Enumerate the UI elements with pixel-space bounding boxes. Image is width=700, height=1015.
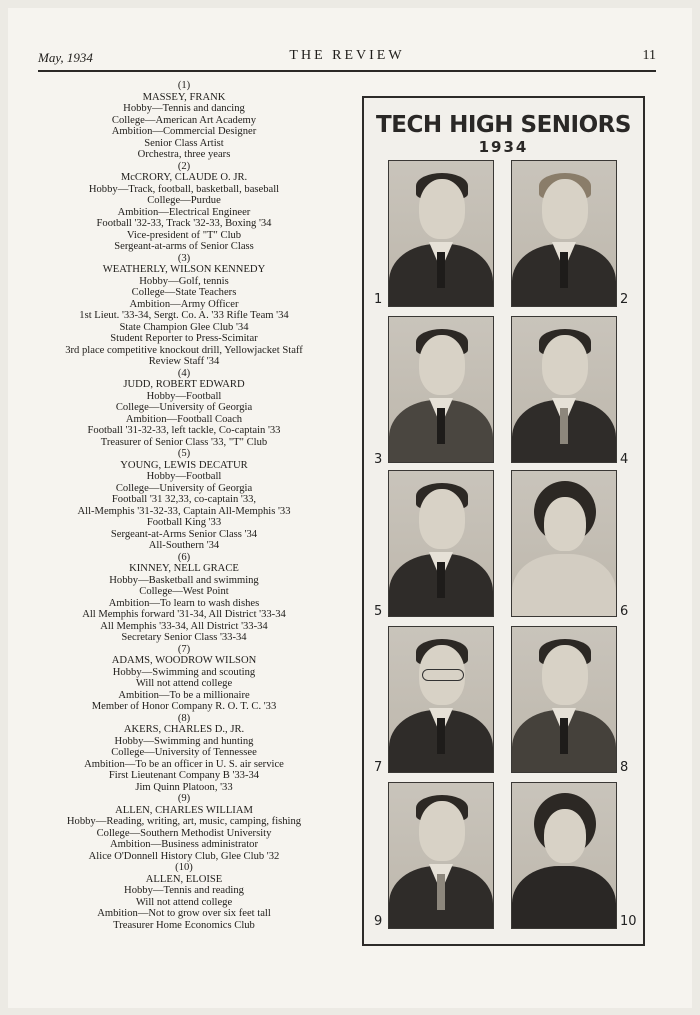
photo-number: 4 [620,452,629,467]
bio-line: State Champion Glee Club '34 [119,321,249,333]
bio-line: WEATHERLY, WILSON KENNEDY [102,264,266,275]
bio-line: Secretary Senior Class '33-34 [121,632,247,643]
bio-line: Football King '33 [146,517,222,528]
bio-line: Alice O'Donnell History Club, Glee Club '32 [88,850,280,862]
bio-line: College—University of Tennessee [111,747,257,758]
bio-line: Hobby—Football [146,471,222,482]
bio-line: (4) [177,367,191,379]
bio-line: (2) [177,160,191,172]
bio-line: Hobby—Track, football, basketball, baseball [88,183,280,195]
bio-line: (8) [177,712,191,724]
photo-number: 1 [374,292,383,307]
issue-date: May, 1934 [38,50,93,65]
senior-photo [388,782,494,929]
bio-line: Member of Honor Company R. O. T. C. '33 [91,701,277,712]
bio-line: ALLEN, ELOISE [145,873,223,885]
bio-line: Hobby—Tennis and reading [124,885,244,896]
bio-line: College—American Art Academy [111,114,257,126]
bio-line: College—University of Georgia [115,402,253,413]
bio-line: (10) [175,862,193,873]
photo-number: 3 [374,452,383,467]
bio-line: All-Memphis '31-32-33, Captain All-Memphis '33 [77,505,291,517]
bio-line: College—West Point [139,586,229,597]
bio-line: Hobby—Football [146,390,222,402]
senior-photo [511,316,617,463]
bio-line: Hobby—Reading, writing, art, music, camping, fishing [66,816,302,827]
bio-line: 3rd place competitive knockout drill, Yellowjacket Staff [65,344,303,356]
bio-line: Football '32-33, Track '32-33, Boxing '34 [96,218,272,229]
bio-line: Ambition—Army Officer [129,298,239,310]
photo-number: 7 [374,760,383,775]
bio-line: KINNEY, NELL GRACE [129,563,239,574]
bio-line: Review Staff '34 [148,356,220,367]
bio-line: 1st Lieut. '33-34, Sergt. Co. A. '33 Rifle Team '34 [79,310,289,321]
bio-line: College—State Teachers [131,287,237,298]
panel-title: TECH HIGH SENIORS [376,112,631,138]
bio-line: Football '31-32-33, left tackle, Co-captain '33 [87,425,281,436]
bio-line: Will not attend college [135,678,233,689]
bio-line: AKERS, CHARLES D., JR. [123,724,245,735]
bio-line: Treasurer of Senior Class '33, "T" Club [100,436,268,448]
bio-line: Will not attend college [135,896,233,908]
bio-line: (1) [177,80,191,91]
senior-photo [388,160,494,307]
bio-line: YOUNG, LEWIS DECATUR [120,459,248,471]
bio-line: Senior Class Artist [144,137,224,149]
bio-line: (3) [177,252,191,264]
photo-number: 8 [620,760,629,775]
bio-line: Hobby—Swimming and hunting [114,735,254,747]
bio-line: MASSEY, FRANK [142,91,226,103]
bio-line: ADAMS, WOODROW WILSON [111,655,257,666]
bio-line: Ambition—To learn to wash dishes [108,597,260,609]
bio-line: Sergeant-at-Arms Senior Class '34 [110,528,258,540]
bio-line: Sergeant-at-arms of Senior Class [114,241,254,252]
senior-photo [511,626,617,773]
bio-line: Ambition—Not to grow over six feet tall [97,908,271,919]
bio-line: College—Southern Methodist University [96,827,272,839]
bio-line: Hobby—Golf, tennis [139,275,229,287]
bio-line: Ambition—Business administrator [109,839,258,850]
senior-photo [511,470,617,617]
bio-line: Ambition—Commercial Designer [111,126,257,137]
page-header [38,48,656,72]
bio-line: Ambition—Football Coach [125,413,243,425]
senior-photo [511,782,617,929]
bio-line: (9) [177,793,191,804]
bio-line: (5) [177,448,191,459]
bio-line: (6) [177,551,191,563]
seniors-photo-panel [362,96,645,946]
bio-line: Orchestra, three years [137,149,231,160]
bio-line: All Memphis '33-34, All District '33-34 [100,620,268,632]
bio-line: Ambition—Electrical Engineer [117,206,251,218]
panel-year: 1934 [478,138,529,156]
bio-line: Jim Quinn Platoon, '33 [135,781,233,793]
bio-line: First Lieutenant Company B '33-34 [108,770,260,781]
senior-photo [511,160,617,307]
publication-title: THE REVIEW [289,48,405,63]
bio-line: JUDD, ROBERT EDWARD [123,379,245,390]
photo-number: 2 [620,292,629,307]
bio-line: Hobby—Basketball and swimming [109,574,259,586]
photo-number: 10 [620,914,637,929]
photo-number: 5 [374,604,383,619]
bio-line: All Memphis forward '31-34, All District '33-34 [82,609,286,620]
bio-line: Ambition—To be an officer in U. S. air service [84,758,284,770]
bio-line: College—Purdue [147,195,221,206]
bio-line: All-Southern '34 [148,540,220,551]
senior-photo [388,626,494,773]
bio-line: (7) [177,643,191,655]
senior-photo [388,470,494,617]
photo-number: 9 [374,914,383,929]
bio-line: Hobby—Tennis and dancing [123,103,245,114]
bio-line: Treasurer Home Economics Club [113,919,255,931]
bio-line: McCRORY, CLAUDE O. JR. [120,172,248,183]
page-number: 11 [642,48,656,63]
senior-bios-column [8,80,360,931]
bio-line: Student Reporter to Press-Scimitar [110,333,258,344]
bio-line: Vice-president of "T" Club [126,229,242,241]
photo-number: 6 [620,604,629,619]
bio-line: Ambition—To be a millionaire [118,689,250,701]
bio-line: Hobby—Swimming and scouting [112,666,256,678]
bio-line: Football '31 32,33, co-captain '33, [111,494,257,505]
senior-photo [388,316,494,463]
bio-line: ALLEN, CHARLES WILLIAM [115,804,253,816]
bio-line: College—University of Georgia [115,482,253,494]
